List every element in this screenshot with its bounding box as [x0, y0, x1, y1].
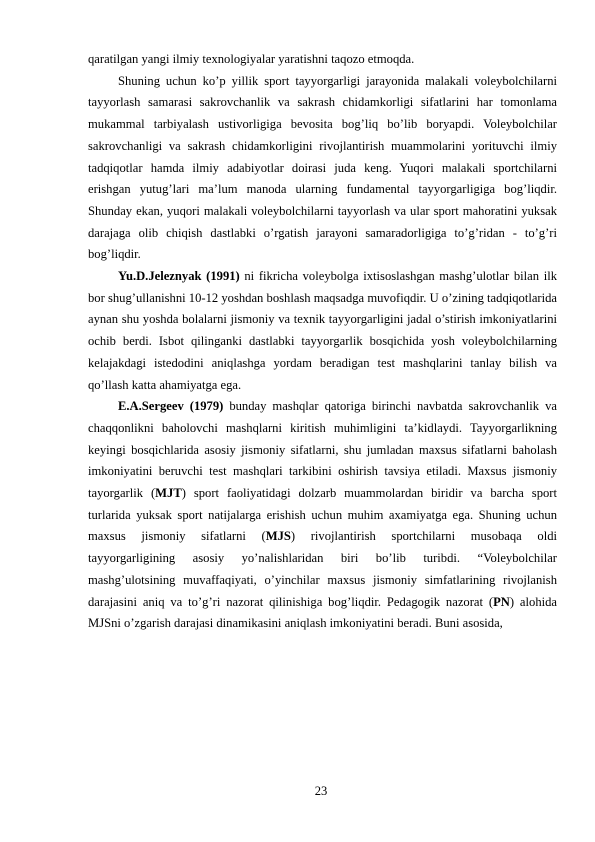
paragraph-sergeev-text-2: ) sport faoliyatidagi dolzarb muammolardan biridir va barcha sport turlarida yuksak sport natijalarga erishish uchun muhim axamiyatga ega. Shuning uchun maxsus jismoniy sifatlarni (: [88, 486, 557, 544]
paragraph-jeleznyak-text: ni fikricha voleybolga ixtisoslashgan mashg’ulotlar bilan ilk bor shug’ullanishni 10-12 yoshdan boshlash maqsadga muvofiqdir. U o’zining tadqiqotlarida aynan shu yoshda bolalarni jismoniy va texnik tayyorgarligini jadal o’stirish imkoniyatlarini ochib berdi. Isbot qilinganki dastlabki tayyorgarlik bosqichida yosh voleybolchilarning kelajakdagi istedodini aniqlashga yordam beradigan test mashqlarini tanlay bilish va qo’llash katta ahamiyatga ega.: [88, 269, 557, 392]
paragraph-sergeev-text-4: ) alohida MJSni o’zgarish darajasi dinamikasini aniqlash imkoniyatini beradi. Buni asosida,: [88, 594, 557, 631]
abbreviation-mjs: MJS: [265, 529, 291, 544]
paragraph-continuation: qaratilgan yangi ilmiy texnologiyalar yaratishni taqozo etmoqda.: [88, 52, 415, 66]
page-number: 23: [314, 784, 328, 798]
paragraph-sergeev-text-3: ) rivojlantirish sportchilarni musobaqa oldi tayyorgarligining asosiy yo’nalishlaridan biri bo’lib turibdi. “Voleybolchilar mashg’ulotsining muvaffaqiyati, o’yinchilar maxsus jismoniy simfatlarining rivojlanish darajasini aniq va to’g’ri nazorat qilinishiga bog’liqdir. Pedagogik nazorat (: [88, 529, 557, 609]
paragraph-sergeev: [88, 396, 557, 635]
author-citation-sergeev: E.A.Sergeev (1979): [118, 399, 224, 414]
paragraph-sergeev-text-1: bunday mashqlar qatoriga birinchi navbatda sakrovchanlik va chaqqonlikni baholovchi mashqlarni kiritish muhimligini ta’kidlaydi. Tayyorgarlikning keyingi bosqichlarida asosiy jismoniy sifatlarni, shu jumladan maxsus sifatlarni baholash imkoniyatini beruvchi test mashqlari tarkibini oshirish tavsiya etiladi. Maxsus jismoniy tayorgarlik (: [88, 399, 557, 501]
paragraph-jumping-importance: Shuning uchun ko’p yillik sport tayyorgarligi jarayonida malakali voleybolchilarni tayyorlash samarasi sakrovchanlik va sakrash chidamkorligi sifatlarini har tomonlama mukammal tarbiyalash ustivorligiga bevosita bog’liq bo’lib boryapdi. Voleybolchilar sakrovchanligi va sakrash chidamkorligini rivojlantirish muammolarini yorituvchi ilmiy tadqiqotlar hamda ilmiy adabiyotlar doirasi juda keng. Yuqori malakali sportchilarni erishgan yutug’lari ma’lum manoda ularning fundamental tayyorgarligiga bog’liqdir. Shunday ekan, yuqori malakali voleybolchilarni tayyorlash va ular sport mahoratini yuksak darajaga olib chiqish dastlabki o’rgatish jarayoni samaradorligiga to’g’ridan - to’g’ri bog’liqdir.: [88, 73, 557, 262]
document-page: [88, 49, 557, 635]
author-citation-jeleznyak: Yu.D.Jeleznyak (1991): [118, 269, 240, 284]
abbreviation-mjt: MJT: [155, 486, 182, 501]
abbreviation-pn: PN: [493, 594, 510, 609]
paragraph-jeleznyak: [88, 266, 557, 396]
